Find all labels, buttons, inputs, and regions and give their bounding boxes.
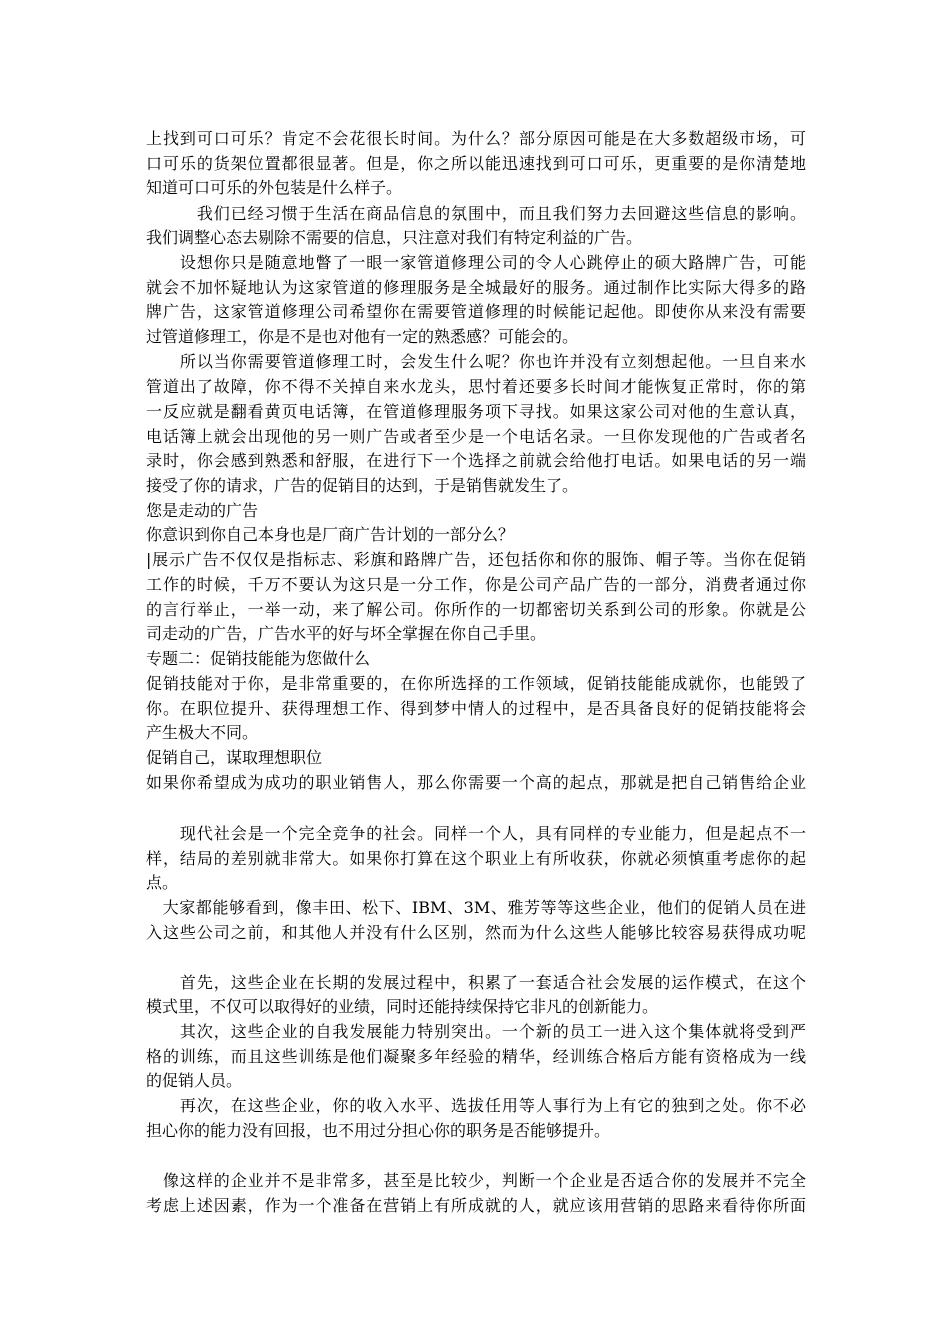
text-line: 入这些公司之前，和其他人并没有什么区别，然而为什么这些人能够比较容易获得成功呢 xyxy=(146,923,806,942)
text-line: 我们调整心态去剔除不需要的信息，只注意对我们有特定利益的广告。 xyxy=(146,228,643,247)
text-line: 电话簿上就会出现他的另一则广告或者至少是一个电话名录。一旦你发现他的广告或者名 xyxy=(146,427,806,446)
text-line: 知道可口可乐的外包装是什么样子。 xyxy=(146,178,403,197)
text-line: 过管道修理工，你是不是也对他有一定的熟悉感？可能会的。 xyxy=(146,327,579,346)
text-line: 口可乐的货架位置都很显著。但是，你之所以能迅速找到可口可乐，更重要的是你清楚地 xyxy=(146,154,806,173)
text-line: 管道出了故障，你不得不关掉自来水龙头，思忖着还要多长时间才能恢复正常时，你的第 xyxy=(146,377,806,396)
text-line: 其次，这些企业的自我发展能力特别突出。一个新的员工一进入这个集体就将受到严 xyxy=(146,1022,806,1041)
text-line: 你。在职位提升、获得理想工作、得到梦中情人的过程中，是否具备良好的促销技能将会 xyxy=(146,699,806,718)
text-line: 录时，你会感到熟悉和舒服，在进行下一个选择之前就会给他打电话。如果电话的另一端 xyxy=(146,451,806,470)
text-line: 担心你的能力没有回报，也不用过分担心你的职务是否能够提升。 xyxy=(146,1121,611,1140)
text-line: 一反应就是翻看黄页电话簿，在管道修理服务项下寻找。如果这家公司对他的生意认真， xyxy=(146,402,806,421)
section-heading: 专题二：促销技能能为您做什么 xyxy=(146,649,371,668)
text-line: 促销技能对于你，是非常重要的，在你所选择的工作领域，促销技能能成就你，也能毁了 xyxy=(146,674,806,693)
text-line: 如果你希望成为成功的职业销售人，那么你需要一个高的起点，那就是把自己销售给企业 xyxy=(146,773,806,792)
text-line: 你意识到你自己本身也是厂商广告计划的一部分么？ xyxy=(146,525,515,544)
text-line: 司走动的广告，广告水平的好与坏全掌握在你自己手里。 xyxy=(146,624,547,643)
text-line: |展示广告不仅仅是指标志、彩旗和路牌广告，还包括你和你的服饰、帽子等。当你在促销 xyxy=(146,550,806,569)
text-line: 设想你只是随意地瞥了一眼一家管道修理公司的令人心跳停止的硕大路牌广告，可能 xyxy=(146,253,806,272)
text-line: 就会不加怀疑地认为这家管道的修理服务是全城最好的服务。通过制作比实际大得多的路 xyxy=(146,278,806,297)
text-line: 上找到可口可乐？肯定不会花很长时间。为什么？部分原因可能是在大多数超级市场，可 xyxy=(146,129,806,148)
text-line: 样，结局的差别就非常大。如果你打算在这个职业上有所收获，你就必须慎重考虑你的起 xyxy=(146,849,806,868)
text-line: 像这样的企业并不是非常多，甚至是比较少，判断一个企业是否适合你的发展并不完全 xyxy=(146,1171,806,1190)
text-line: 我们已经习惯于生活在商品信息的氛围中，而且我们努力去回避这些信息的影响。 xyxy=(146,204,806,223)
text-line: 首先，这些企业在长期的发展过程中，积累了一套适合社会发展的运作模式，在这个 xyxy=(146,973,806,992)
text-line: 接受了你的请求，广告的促销目的达到，于是销售就发生了。 xyxy=(146,476,579,495)
section-heading: 您是走动的广告 xyxy=(146,501,259,520)
text-line: 点。 xyxy=(146,873,179,892)
text-line: 考虑上述因素，作为一个准备在营销上有所成就的人，就应该用营销的思路来看待你所面 xyxy=(146,1196,806,1215)
text-line: 模式里，不仅可以取得好的业绩，同时还能持续保持它非凡的创新能力。 xyxy=(146,997,659,1016)
text-line: 的言行举止，一举一动，来了解公司。你所作的一切都密切关系到公司的形象。你就是公 xyxy=(146,600,806,619)
text-line: 牌广告，这家管道修理公司希望你在需要管道修理的时候能记起他。即使你从来没有需要 xyxy=(146,302,806,321)
text-line: 大家都能够看到，像丰田、松下、IBM、3M、雅芳等等这些企业，他们的促销人员在进 xyxy=(146,898,806,917)
text-line: 所以当你需要管道修理工时，会发生什么呢？你也许并没有立刻想起他。一旦自来水 xyxy=(146,352,806,371)
text-line: 工作的时候，千万不要认为这只是一分工作，你是公司产品广告的一部分，消费者通过你 xyxy=(146,575,806,594)
section-heading: 促销自己，谋取理想职位 xyxy=(146,748,323,767)
text-line: 现代社会是一个完全竞争的社会。同样一个人，具有同样的专业能力，但是起点不一 xyxy=(146,824,806,843)
text-line: 格的训练，而且这些训练是他们凝聚多年经验的精华，经训练合格后方能有资格成为一线 xyxy=(146,1047,806,1066)
text-line: 的促销人员。 xyxy=(146,1071,243,1090)
text-line: 再次，在这些企业，你的收入水平、选拔任用等人事行为上有它的独到之处。你不必 xyxy=(146,1096,806,1115)
text-line: 产生极大不同。 xyxy=(146,723,259,742)
